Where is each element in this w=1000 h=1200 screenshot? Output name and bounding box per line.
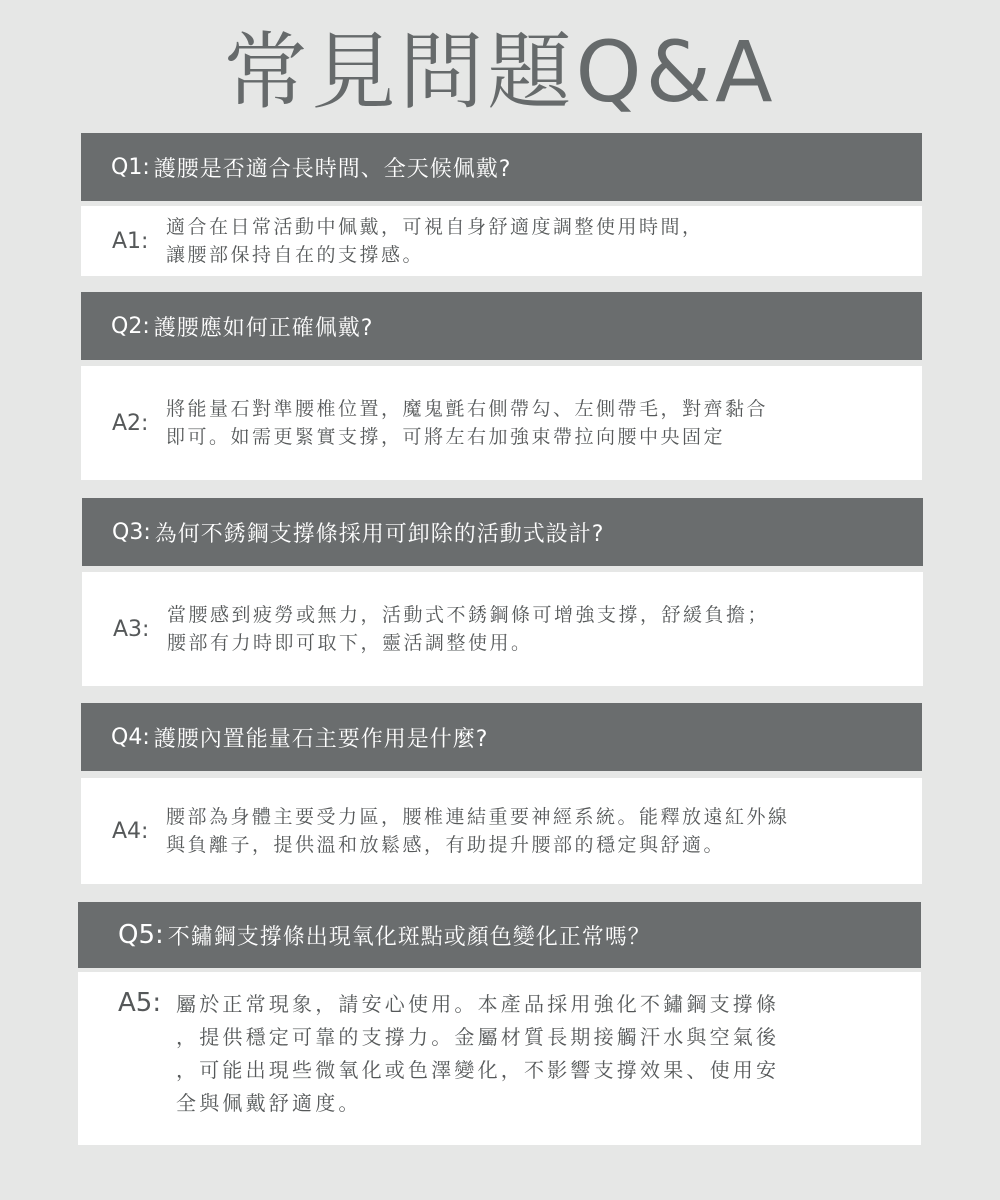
- answer-5: [78, 972, 921, 1145]
- answer-label: A5:: [118, 988, 162, 1018]
- question-4: [81, 703, 922, 771]
- question-text: 護腰內置能量石主要作用是什麼?: [153, 726, 489, 752]
- question-label: Q3:: [112, 519, 151, 545]
- question-text: 不鏽鋼支撐條出現氧化斑點或顏色變化正常嗎？: [167, 924, 651, 950]
- answer-4: [81, 778, 922, 884]
- answer-label: A3:: [113, 616, 150, 642]
- question-label: Q2:: [111, 313, 150, 339]
- answer-text: 屬於正常現象，請安心使用。本產品採用強化不鏽鋼支撐條 ，提供穩定可靠的支撐力。金屬材質長期接觸汗水與空氣後 ，可能出現些微氧化或色澤變化，不影響支撐效果、使用安 全與佩戴舒適度。: [176, 992, 780, 1115]
- question-text: 為何不銹鋼支撐條採用可卸除的活動式設計?: [154, 521, 605, 547]
- answer-text: 當腰感到疲勞或無力，活動式不銹鋼條可增強支撐，舒緩負擔； 腰部有力時即可取下，靈活調整使用。: [167, 604, 770, 654]
- answer-text: 腰部為身體主要受力區，腰椎連結重要神經系統。能釋放遠紅外線 與負離子，提供溫和放鬆感，有助提升腰部的穩定與舒適。: [166, 806, 790, 856]
- answer-text: 適合在日常活動中佩戴，可視自身舒適度調整使用時間， 讓腰部保持自在的支撐感。: [166, 216, 704, 266]
- question-text: 護腰應如何正確佩戴?: [153, 315, 374, 341]
- question-label: Q5:: [118, 920, 164, 950]
- question-2: [81, 292, 922, 360]
- answer-text: 將能量石對準腰椎位置，魔鬼氈右側帶勾、左側帶毛，對齊黏合 即可。如需更緊實支撐，可將左右加強束帶拉向腰中央固定: [166, 398, 769, 448]
- answer-label: A1:: [112, 228, 149, 254]
- question-5: [78, 902, 921, 968]
- question-3: [82, 498, 923, 566]
- question-label: Q4:: [111, 724, 150, 750]
- answer-1: [81, 206, 922, 276]
- answer-label: A2:: [112, 410, 149, 436]
- answer-2: [81, 366, 922, 480]
- answer-3: [82, 572, 923, 686]
- answer-label: A4:: [112, 818, 149, 844]
- question-1: [81, 133, 922, 201]
- question-text: 護腰是否適合長時間、全天候佩戴?: [153, 156, 512, 182]
- question-label: Q1:: [111, 154, 150, 180]
- page-title: 常見問題Q&A: [223, 23, 777, 121]
